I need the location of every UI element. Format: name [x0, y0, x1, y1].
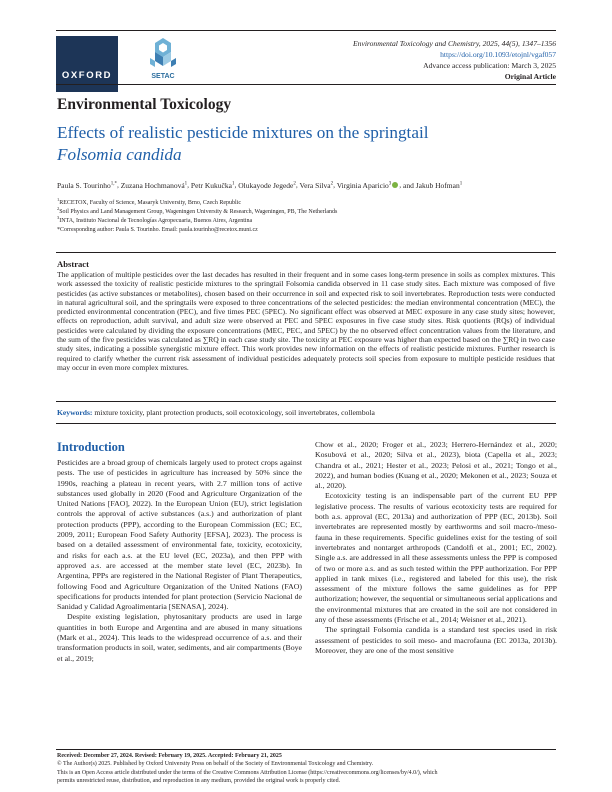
- footer-rule: [56, 749, 556, 750]
- corresponding-author: *Corresponding author: Paula S. Tourinho. Email: paula.tourinho@recetox.muni.cz: [57, 227, 258, 233]
- section-name: Environmental Toxicology: [57, 96, 232, 113]
- setac-logo: [146, 36, 180, 88]
- header-rule: [56, 84, 556, 85]
- advance-access-date: Advance access publication: March 3, 2025: [423, 61, 556, 70]
- abstract-text: The application of multiple pesticides over the last decades has resulted in their frequent and in some cases long-term presence in soils as complex mixtures. This work assessed the toxicity of realistic pesticide mixtures to the springtail Folsomia candida observed in 11 case study sites. Each mixture was composed of five pesticides (as active substances or metabolites), chosen based on their occurrence in soil and expected risk to soil invertebrates. Reproduction tests were conducted in natural agricultural soil, and the springtails were exposed to three concentrations of the selected pesticides: the median environmental concentration (MEC), the predicted environmental concentration (PEC), and five times PEC (5PEC). No significant effect was observed at MEC exposure in any case study sites; however, effects on reproduction, adult survival, and adult size were observed at PEC and 5PEC exposures in five case study sites. Risk quotients (RQs) of individual pesticides were calculated by dividing the exposure concentrations (MEC, PEC, and 5PEC) by the no observed effect concentration values from the literature, and the sum of the five pesticides was calculated as ∑RQ in each case study site. The toxicity at PEC exposure was higher than expected based on the ∑RQ in two case study sites, indicating a possible synergistic mixture effect. This work provides new information on the effects of realistic pesticide mixtures. Further research is required to clarify whether the current risk assessment of individual pesticides adequately protects soil species from exposure to multiple pesticide residues that may occur in even more complex mixtures.: [57, 270, 555, 372]
- title-line-1: Effects of realistic pesticide mixtures on the springtail: [57, 123, 429, 142]
- paragraph: The springtail Folsomia candida is a standard test species used in risk assessment of pesticides to soil meso- and macrofauna (EC 2013a, 2013b). Moreover, they are one of the most sensitive: [315, 625, 557, 655]
- intro-heading: Introduction: [57, 440, 125, 454]
- author[interactable]: Vera Silva$^2$: [299, 180, 334, 190]
- paragraph: Despite existing legislation, phytosanitary products are used in large quantities in both Europe and Argentina and are abused in many situations (Mark et al., 2024). This leads to the widespread occurrence of a.s. and their transformation products in soil, water, sediments, and air compartments (Boye et al., 2019;: [57, 612, 302, 663]
- copyright: © The Author(s) 2025. Published by Oxford University Press on behalf of the Society of Environmental Toxicology and Chemistry.: [57, 761, 374, 768]
- author-list: Paula S. Tourinho$^{1,*}$, Zuzana Hochmanová$^1$, Petr Kukučka$^1$, Olukayode Jegede$^2$, Vera Silva$^2$, Virginia Aparicio$^3$ , and Jakub Hofman$^1$: [57, 180, 463, 190]
- column-right: [315, 440, 557, 656]
- article-type: Original Article: [504, 72, 556, 81]
- license-line: permits unrestricted reuse, distribution, and reproduction in any medium, provided the original work is properly cited.: [57, 778, 341, 785]
- paragraph: Ecotoxicity testing is an indispensable part of the current EU PPP legislative process. The results of various ecotoxicity tests are required for both a.s. approval (EC, 2013a) and authorization of PPP (EC, 2013b). Soil invertebrates are represented mostly by earthworms and soil macro-/meso-fauna in these requirements. Specific guidelines exist for the testing of soil invertebrates and nontarget arthropods (Candolfi et al., 2001; EC, 2002). Single a.s. are addressed in all these assessments unless the PPP is composed of two or more a.s. and as such tested within the PPP authorization. For PPP applied in tank mixes (i.e., registered and labeled for this use), the risk assessment of the mixture follows the same guidelines as for PPP authorization; however, the sequential or simultaneous serial applications and the environmental mixtures that are created in the soil are not considered in any of these assessments (Frische et al., 2014; Weisner et al., 2021).: [315, 491, 557, 625]
- keywords-label: Keywords:: [57, 408, 93, 417]
- top-rule: [56, 30, 556, 31]
- keywords-rule: [56, 423, 556, 424]
- author[interactable]: Virginia Aparicio$^3$: [336, 180, 392, 190]
- affiliation: $^1$RECETOX, Faculty of Science, Masaryk University, Brno, Czech Republic: [57, 197, 241, 206]
- author[interactable]: Zuzana Hochmanová$^1$: [120, 180, 188, 190]
- author[interactable]: Paula S. Tourinho$^{1,*}$: [57, 180, 117, 190]
- author[interactable]: Petr Kukučka$^1$: [190, 180, 235, 190]
- article-title: [57, 122, 557, 166]
- orcid-icon[interactable]: [392, 182, 398, 188]
- title-line-2: Folsomia candida: [57, 145, 182, 164]
- affiliation: $^2$Soil Physics and Land Management Group, Wageningen University & Research, Wageningen, PB, The Netherlands: [57, 206, 338, 215]
- author[interactable]: and Jakub Hofman$^1$: [403, 180, 463, 190]
- column-left: [57, 458, 302, 664]
- abstract-heading: Abstract: [57, 259, 89, 269]
- abstract-top-rule: [56, 252, 556, 253]
- keywords-text: mixture toxicity, plant protection products, soil ecotoxicology, soil invertebrates, collembola: [94, 408, 375, 417]
- affiliation: $^3$INTA, Instituto Nacional de Tecnologías Agropecuaria, Buenos Aires, Argentina: [57, 215, 253, 224]
- journal-info: [353, 38, 556, 82]
- svg-text:SETAC: SETAC: [151, 73, 175, 80]
- article-dates: Received: December 27, 2024. Revised: February 19, 2025. Accepted: February 21, 2025: [57, 753, 282, 759]
- abstract-bottom-rule: [56, 401, 556, 402]
- paragraph: Pesticides are a broad group of chemicals largely used to protect crops against pests. The use of pesticides in agriculture has increased by 50% since the 1990s, reaching a plateau in recent years, with 2.7 million tons of active substances used globally in 2020 (Food and Agriculture Organization of the United Nations [FAO], 2022). In the European Union (EU), strict legislation controls the approval of active substances (a.s.) and authorization of plant protection products (PPP), according to the European Commission (EC; EC, 2009, 2011; European Food Safety Authority [EFSA], 2023). The process is based on a detailed assessment of environmental fate, toxicity, ecotoxicity, and risks for each a.s. at the EU level (EC, 2023a), and then PPP with approved a.s. are accessed at the member state level (EC, 2023b). In Argentina, PPPs are registered in the National Register of Plant Therapeutics, following Food and Agriculture Organization of the United Nations (FAO) specifications for products intended for plant protection (Servicio Nacional de Sanidad y Calidad Agroalimentaria [SENASA], 2024).: [57, 458, 302, 612]
- author[interactable]: Olukayode Jegede$^2$: [238, 180, 296, 190]
- license-line: This is an Open Access article distributed under the terms of the Creative Commons Attribution License (https://creativecommons.org/licenses/by/4.0/), which: [57, 769, 438, 776]
- paragraph: Chow et al., 2020; Froger et al., 2023; Herrero-Hernández et al., 2020; Kosubová et al., 2020; Silva et al., 2023), biota (Capella et al., 2023; Chandra et al., 2021; Hester et al., 2023; Pelosi et al., 2021; Tongo et al., 2022), and human bodies (Kuang et al., 2020; Mekonen et al., 2023; Souza et al., 2020).: [315, 440, 557, 491]
- oxford-logo: OXFORD: [56, 36, 118, 92]
- keywords: [57, 408, 555, 417]
- setac-emblem-icon: [146, 36, 180, 88]
- footer: [57, 752, 557, 786]
- doi-link[interactable]: https://doi.org/10.1093/etojnl/vgaf057: [440, 50, 556, 59]
- journal-citation: Environmental Toxicology and Chemistry, 2025, 44(5), 1347–1356: [353, 39, 556, 48]
